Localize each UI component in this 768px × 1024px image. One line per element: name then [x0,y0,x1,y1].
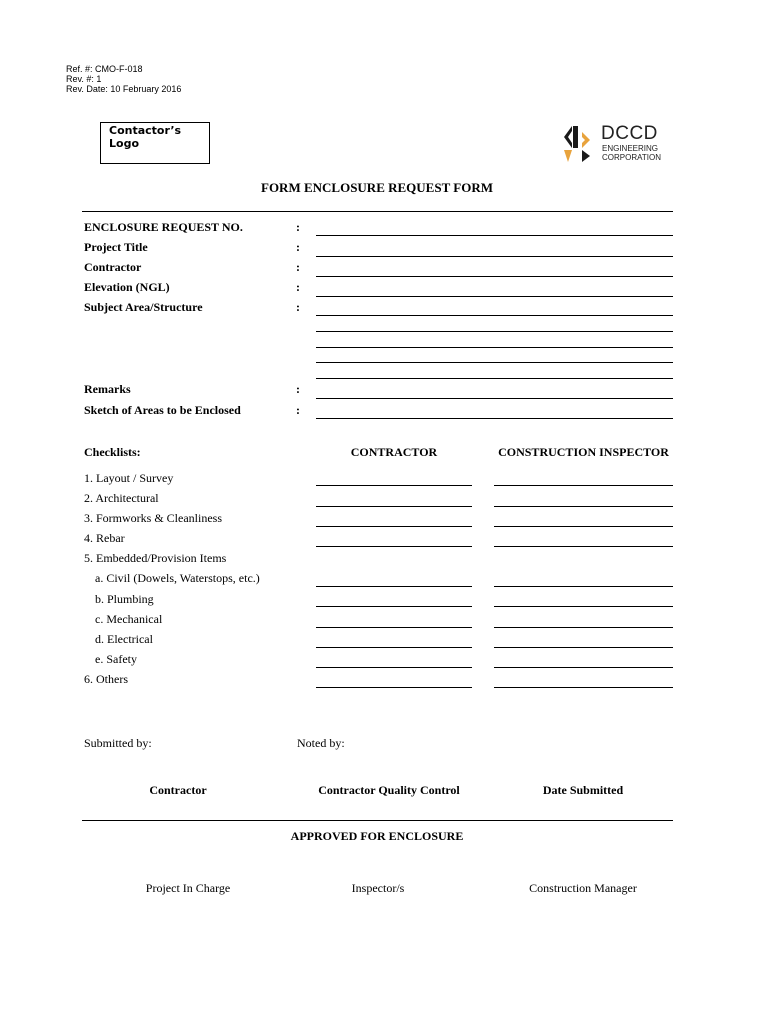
approval-divider [82,820,673,821]
field-label-contractor: Contractor [84,260,142,274]
field-colon: : [296,382,300,396]
checklist-subitem: b. Plumbing [95,592,154,606]
subject-area-line[interactable] [316,347,673,348]
field-label-elevation: Elevation (NGL) [84,280,170,294]
signature-contractor: Contractor [149,783,207,797]
sketch-line[interactable] [316,418,673,419]
dccd-logo-icon [560,124,598,164]
noted-by-label: Noted by: [297,736,345,750]
field-label-remarks: Remarks [84,382,131,396]
request-no-line[interactable] [316,235,673,236]
checklist-subitem: a. Civil (Dowels, Waterstops, etc.) [95,571,260,585]
checklist-item: 5. Embedded/Provision Items [84,551,227,565]
contractor-check-line[interactable] [316,546,472,547]
checklist-item: 2. Architectural [84,491,159,505]
contractor-line[interactable] [316,276,673,277]
inspector-check-line[interactable] [494,546,673,547]
inspector-check-line[interactable] [494,627,673,628]
checklist-subitem: e. Safety [95,652,137,666]
field-label-sketch: Sketch of Areas to be Enclosed [84,403,241,417]
checklist-item: 4. Rebar [84,531,125,545]
field-colon: : [296,403,300,417]
remarks-line[interactable] [316,398,673,399]
field-colon: : [296,300,300,314]
field-colon: : [296,260,300,274]
contractor-check-line[interactable] [316,627,472,628]
column-header-inspector: CONSTRUCTION INSPECTOR [498,445,669,459]
field-colon: : [296,240,300,254]
contractor-check-line[interactable] [316,647,472,648]
company-logo [558,122,668,166]
document-reference [66,64,181,94]
contractor-check-line[interactable] [316,506,472,507]
contractor-check-line[interactable] [316,667,472,668]
field-label-project-title: Project Title [84,240,148,254]
ref-number: Ref. #: CMO-F-018 [66,64,143,74]
revision-number: Rev. #: 1 [66,74,102,84]
inspector-check-line[interactable] [494,586,673,587]
inspector-check-line[interactable] [494,647,673,648]
signature-date-submitted: Date Submitted [542,783,624,797]
inspector-check-line[interactable] [494,506,673,507]
field-colon: : [296,220,300,234]
checklist-item: 6. Others [84,672,128,686]
company-subtitle-line2: CORPORATION [602,152,661,162]
project-title-line[interactable] [316,256,673,257]
subject-area-line[interactable] [316,315,673,316]
title-divider [82,211,673,212]
inspector-check-line[interactable] [494,526,673,527]
inspector-check-line[interactable] [494,606,673,607]
checklist-item: 1. Layout / Survey [84,471,174,485]
subject-area-line[interactable] [316,331,673,332]
approver-construction-manager: Construction Manager [529,881,637,895]
checklist-subitem: d. Electrical [95,632,153,646]
elevation-line[interactable] [316,296,673,297]
approval-title: APPROVED FOR ENCLOSURE [290,829,464,843]
subject-area-line[interactable] [316,362,673,363]
company-name: DCCD [601,123,658,144]
checklist-item: 3. Formworks & Cleanliness [84,511,222,525]
subject-area-line[interactable] [316,378,673,379]
field-label-request-no: ENCLOSURE REQUEST NO. [84,220,243,234]
signature-quality-control: Contractor Quality Control [318,783,460,797]
contractor-check-line[interactable] [316,687,472,688]
inspector-check-line[interactable] [494,687,673,688]
contractor-check-line[interactable] [316,526,472,527]
field-colon: : [296,280,300,294]
submitted-by-label: Submitted by: [84,736,152,750]
contractor-logo-label: Contactor’s Logo [109,124,182,150]
inspector-check-line[interactable] [494,667,673,668]
field-label-subject-area: Subject Area/Structure [84,300,203,314]
company-subtitle-line1: ENGINEERING [602,144,659,153]
approver-project-in-charge: Project In Charge [145,881,231,895]
form-title: FORM ENCLOSURE REQUEST FORM [261,180,493,195]
column-header-contractor: CONTRACTOR [350,445,438,459]
contractor-check-line[interactable] [316,586,472,587]
checklist-subitem: c. Mechanical [95,612,163,626]
approver-inspectors: Inspector/s [351,881,405,895]
contractor-check-line[interactable] [316,485,472,486]
revision-date: Rev. Date: 10 February 2016 [66,84,182,94]
contractor-check-line[interactable] [316,606,472,607]
inspector-check-line[interactable] [494,485,673,486]
contractor-logo-box [100,122,210,164]
company-subtitle [602,145,661,162]
checklist-title: Checklists: [84,445,141,459]
